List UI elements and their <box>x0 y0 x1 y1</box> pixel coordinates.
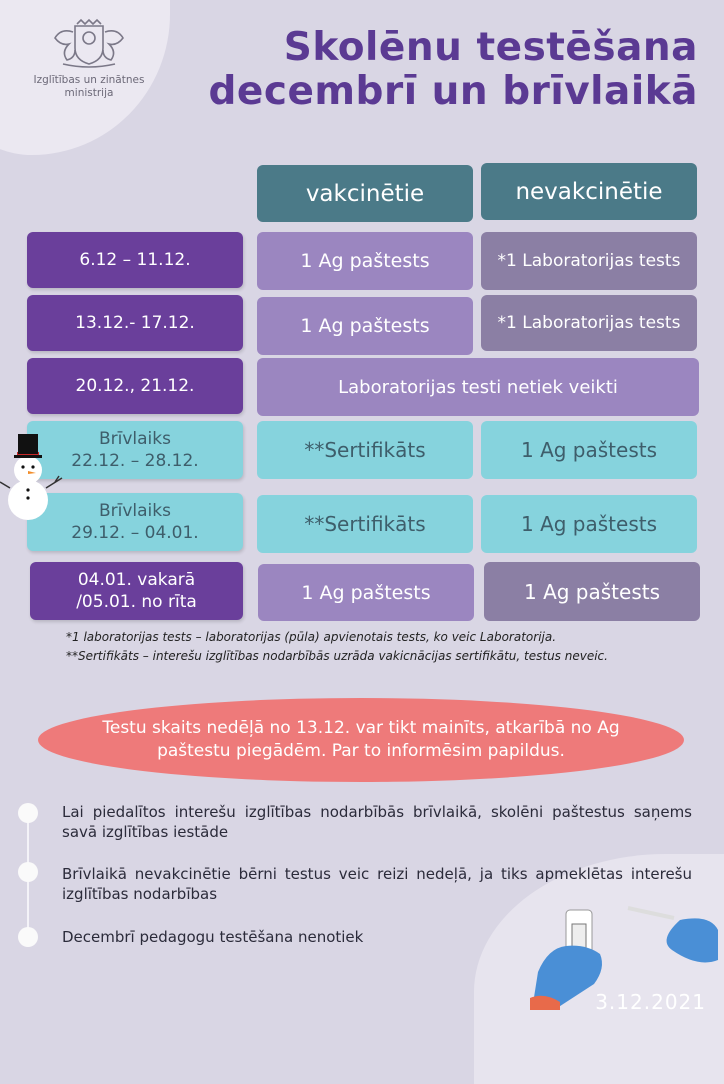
timeline-dot <box>18 803 38 823</box>
cell-unvaccinated: *1 Laboratorijas tests <box>481 232 697 290</box>
cell-vaccinated: **Sertifikāts <box>257 495 473 553</box>
row-date <box>30 562 243 620</box>
cell-vaccinated: 1 Ag paštests <box>257 297 473 355</box>
notice-text: Testu skaits nedēļā no 13.12. var tikt mainīts, atkarībā no Ag paštestu piegādēm. Par to informēsim papildus. <box>102 718 620 761</box>
publication-date: 3.12.2021 <box>595 990 706 1014</box>
snowman-icon <box>0 430 66 522</box>
holiday-label: Brīvlaiks <box>98 501 171 521</box>
footnotes <box>66 628 706 666</box>
header-vaccinated: vakcinētie <box>257 165 473 222</box>
cell-unvaccinated: *1 Laboratorijas tests <box>481 295 697 351</box>
cell-unvaccinated: 1 Ag paštests <box>481 421 697 479</box>
ministry-name-line2: ministrija <box>64 87 114 100</box>
bullet-item: Lai piedalītos interešu izglītības nodarbībās brīvlaikā, skolēni paštestus saņems savā izglītības iestāde <box>62 803 692 841</box>
ministry-name <box>14 74 164 100</box>
cell-merged-no-tests: Laboratorijas testi netiek veikti <box>257 358 699 416</box>
cell-vaccinated: 1 Ag paštests <box>258 564 474 621</box>
timeline-dot <box>18 862 38 882</box>
holiday-label: Brīvlaiks <box>98 429 171 449</box>
holiday-dates: 29.12. – 04.01. <box>71 523 199 543</box>
row-date: 20.12., 21.12. <box>27 358 243 414</box>
footnote-lab-test: *1 laboratorijas tests – laboratorijas (pūla) apvienotais tests, ko veic Laboratorija. <box>66 630 557 644</box>
bullet-item: Brīvlaikā nevakcinētie bērni testus veic reizi nedeļā, ja tiks apmeklētas interešu izglītības nodarbības <box>62 865 692 903</box>
title-line2: decembrī un brīvlaikā <box>208 69 698 114</box>
date-line2: /05.01. no rīta <box>76 592 197 612</box>
ministry-name-line1: Izglītības un zinātnes <box>33 74 145 86</box>
notice-banner <box>38 698 684 782</box>
bullet-item: Decembrī pedagogu testēšana nenotiek <box>62 928 364 946</box>
date-line1: 04.01. vakarā <box>77 570 196 590</box>
ministry-logo <box>14 18 164 100</box>
cell-vaccinated: **Sertifikāts <box>257 421 473 479</box>
footnote-certificate: **Sertifikāts – interešu izglītības nodarbībās uzrāda vakicnācijas sertifikātu, testus neveic. <box>66 649 608 663</box>
header-unvaccinated: nevakcinētie <box>481 163 697 220</box>
holiday-dates: 22.12. – 28.12. <box>71 451 199 471</box>
cell-unvaccinated: 1 Ag paštests <box>481 495 697 553</box>
title-line1: Skolēnu testēšana <box>283 25 698 70</box>
coat-of-arms-icon <box>49 18 129 70</box>
page-title <box>178 26 698 114</box>
row-date: 13.12.- 17.12. <box>27 295 243 351</box>
cell-vaccinated: 1 Ag paštests <box>257 232 473 290</box>
cell-unvaccinated: 1 Ag paštests <box>484 562 700 621</box>
row-date: 6.12 – 11.12. <box>27 232 243 288</box>
timeline-dot <box>18 927 38 947</box>
